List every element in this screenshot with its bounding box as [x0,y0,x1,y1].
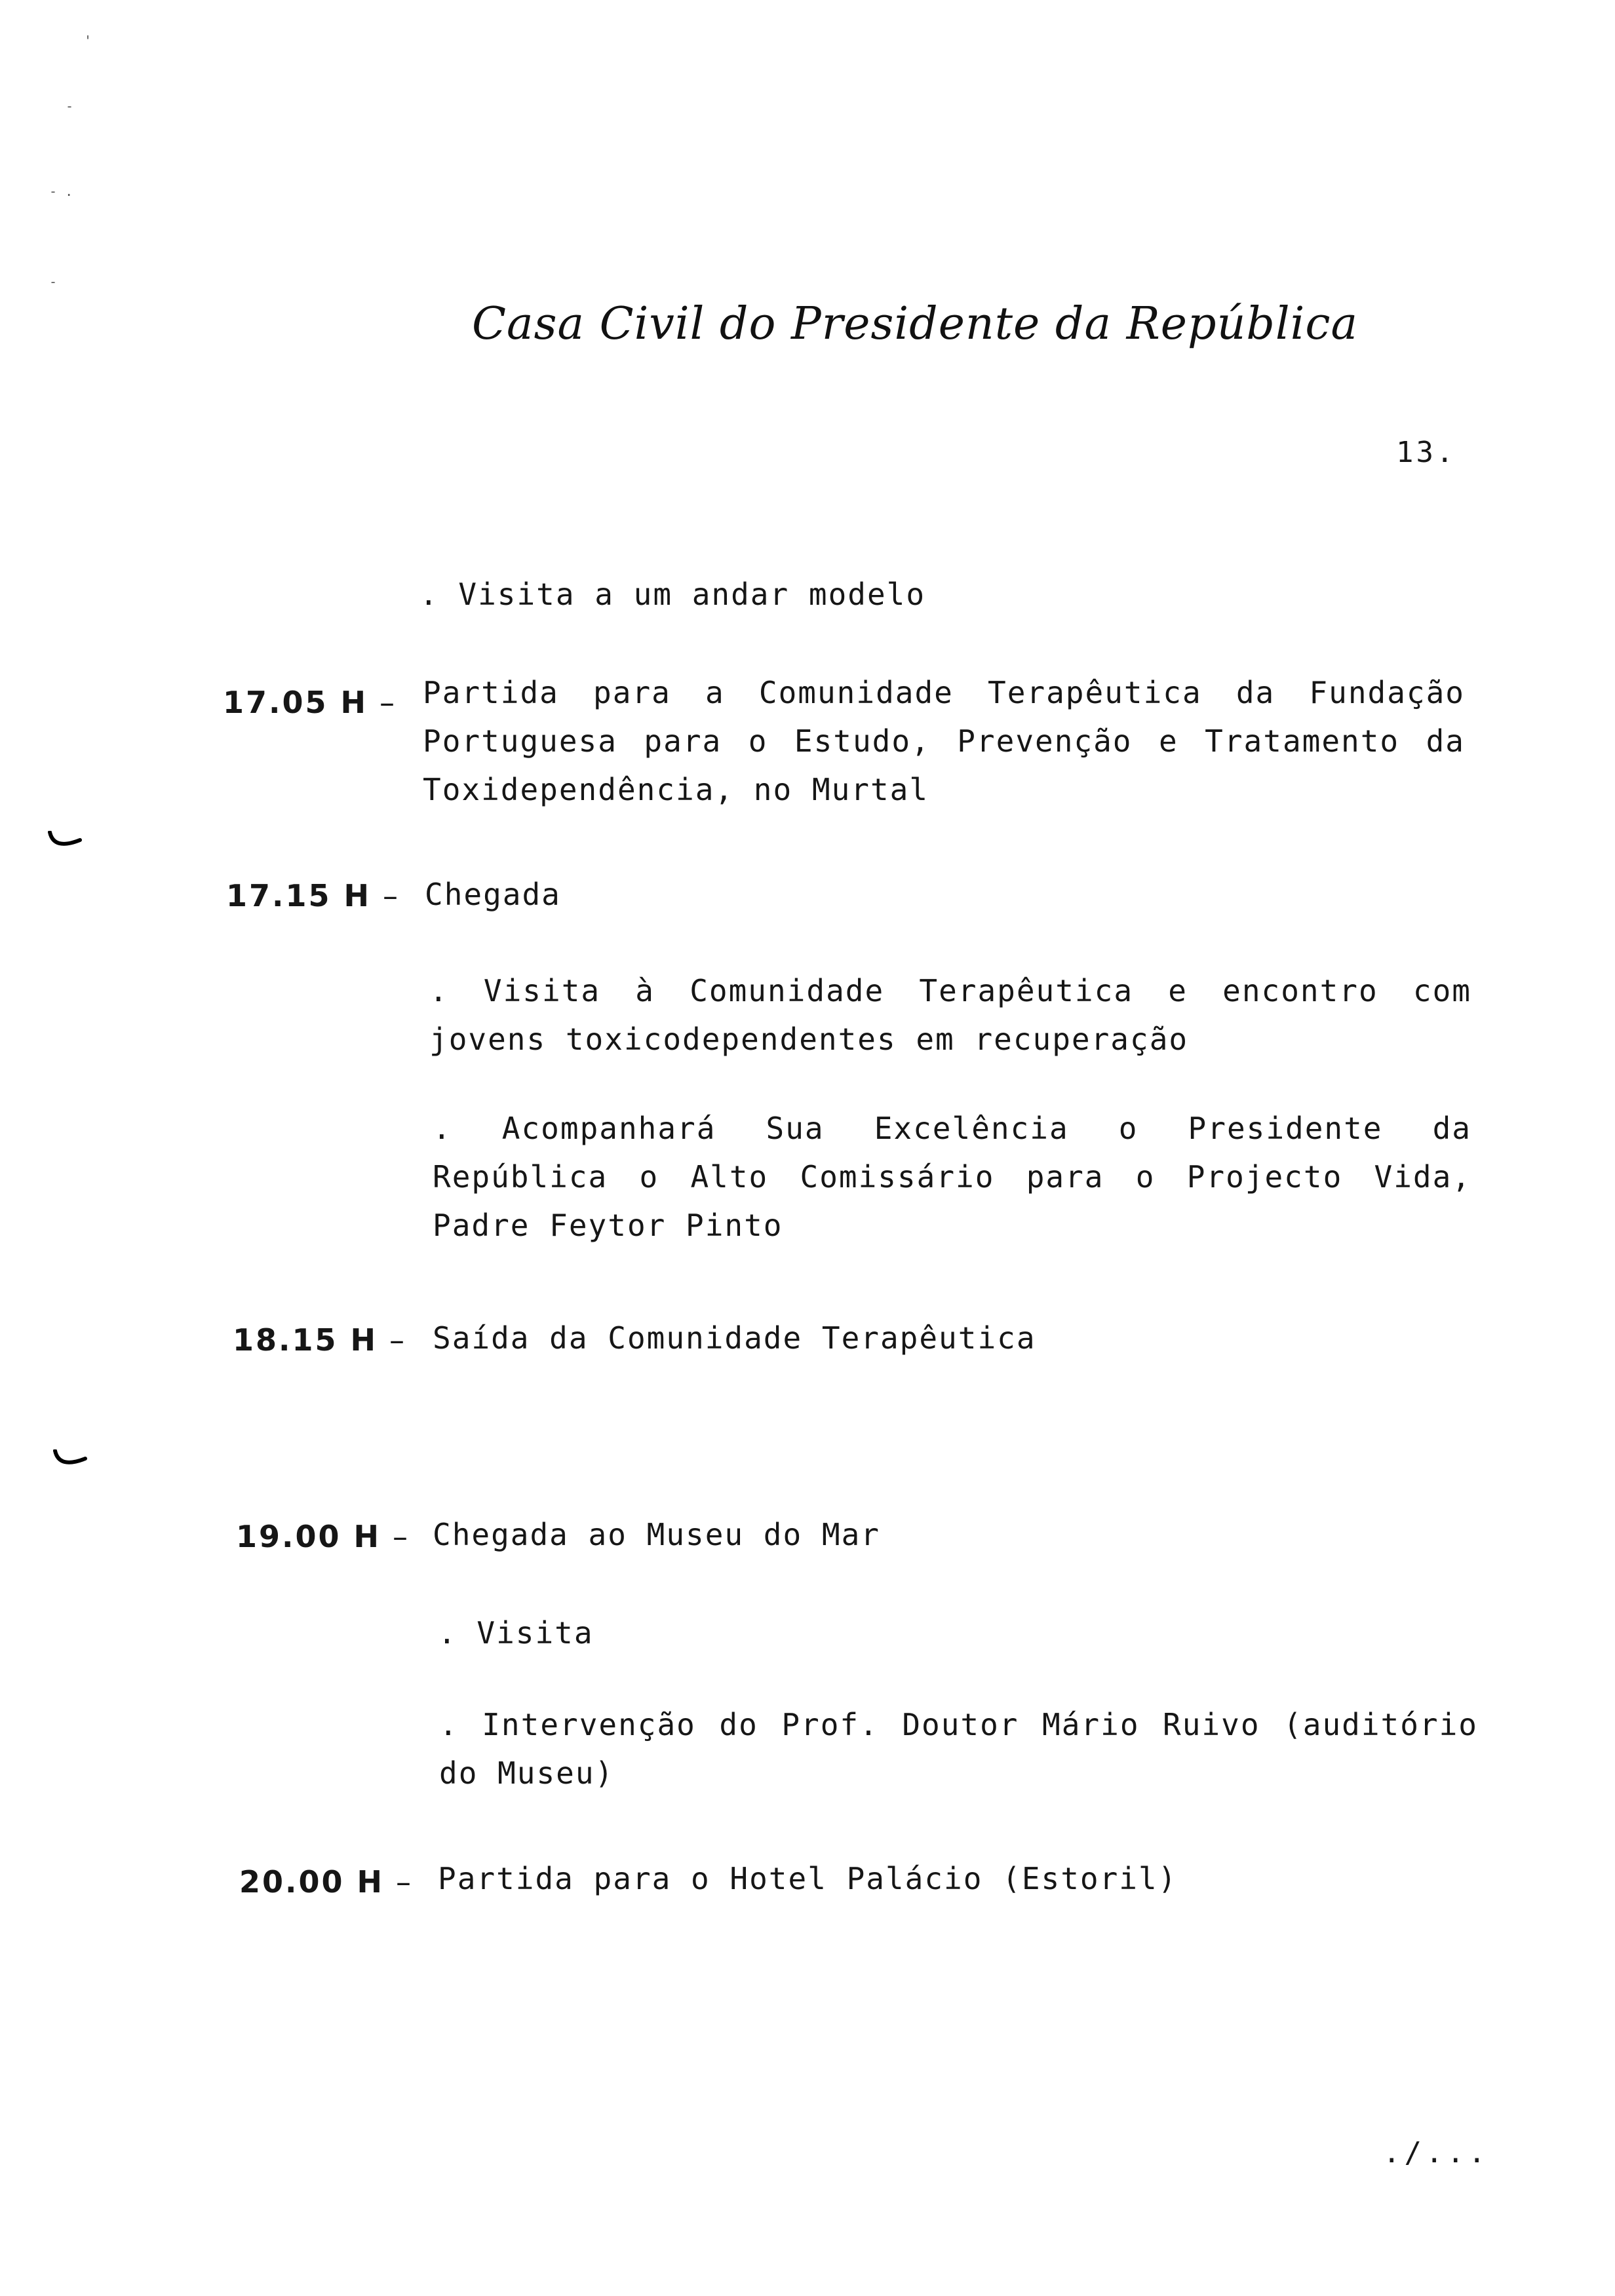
bullet-item: . Acompanhará Sua Excelência o Presidente da República o Alto Comissário para o Projecto Vida, Padre Feytor Pinto [433,1111,1471,1243]
schedule-description: Partida para a Comunidade Terapêutica da Fundação Portuguesa para o Estudo, Prevenção e Tratamento da Toxidependência, no Murtal [423,675,1465,807]
letterhead-title: Casa Civil do Presidente da República [472,298,1359,350]
schedule-time-value: 20.00 H [239,1864,385,1900]
time-dash: – [379,685,397,720]
schedule-description: Saída da Comunidade Terapêutica [433,1320,1036,1356]
schedule-time-value: 19.00 H [236,1519,381,1554]
schedule-time-value: 17.05 H [223,685,368,720]
schedule-time-value: 17.15 H [226,878,372,913]
schedule-time [223,685,397,720]
margin-bracket-mark [47,831,83,851]
time-dash: – [389,1322,407,1358]
margin-bracket-mark [52,1449,88,1469]
bullet-item: . Visita a um andar modelo [419,577,926,612]
margin-speck: ' [84,33,92,48]
schedule-time [233,1322,406,1358]
schedule-time [239,1864,413,1900]
schedule-time-value: 18.15 H [233,1322,378,1358]
time-dash: – [393,1519,410,1554]
schedule-description: Partida para o Hotel Palácio (Estoril) [438,1861,1178,1896]
bullet-item: . Visita à Comunidade Terapêutica e encontro com jovens toxicodependentes em recuperação [429,973,1471,1057]
margin-speck: - [66,98,74,114]
bullet-item: . Intervenção do Prof. Doutor Mário Ruivo (auditório do Museu) [439,1707,1478,1791]
schedule-time [226,878,400,913]
page-number: 13. [1396,436,1456,469]
bullet-item: . Visita [438,1615,594,1651]
margin-speck: - . [49,183,73,199]
continuation-mark: ./... [1383,2136,1490,2170]
time-dash: – [383,878,400,913]
time-dash: – [396,1864,414,1900]
schedule-description: Chegada ao Museu do Mar [433,1517,880,1552]
schedule-time [236,1519,410,1554]
margin-speck: - [49,274,58,290]
schedule-description: Chegada [425,877,561,912]
